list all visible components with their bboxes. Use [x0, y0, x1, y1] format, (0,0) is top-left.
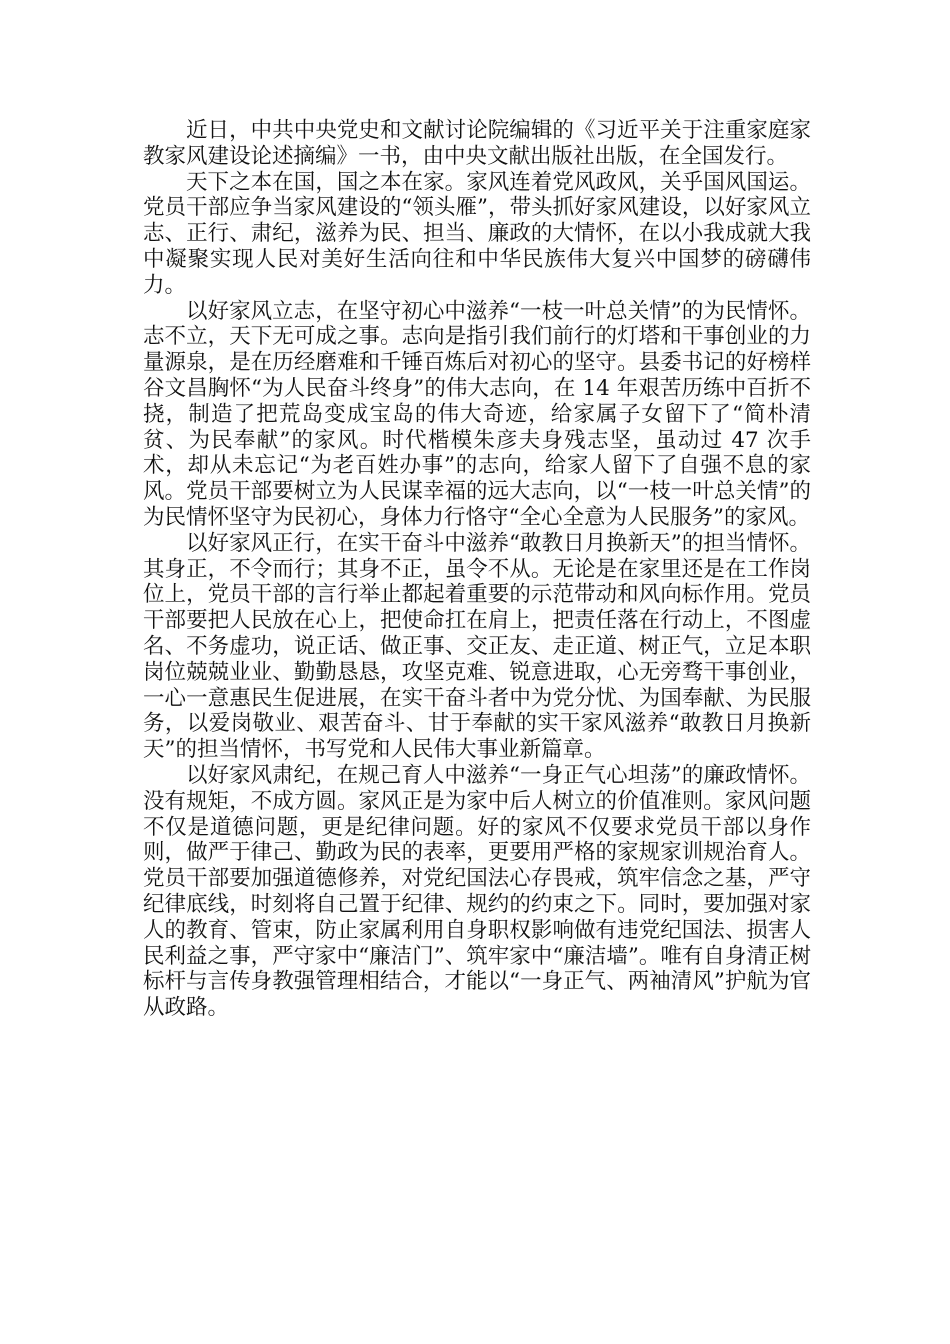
paragraph-ambition: 以好家风立志，在坚守初心中滋养“一枝一叶总关情”的为民情怀。志不立，天下无可成之事。志向是指引我们前行的灯塔和干事创业的力量源泉，是在历经磨难和千锤百炼后对初心的坚守。县委书记的好榜样谷文昌胸怀“为人民奋斗终身”的伟大志向，在 14 年艰苦历练中百折不挠，制造了把荒岛变成宝岛的伟大奇迹，给家属子女留下了“简朴清贫、为民奉献”的家风。时代楷模朱彦夫身残志坚，虽动过 47 次手术，却从未忘记“为老百姓办事”的志向，给家人留下了自强不息的家风。党员干部要树立为人民谋幸福的远大志向，以“一枝一叶总关情”的为民情怀坚守为民初心，身体力行恪守“全心全意为人民服务”的家风。 [143, 298, 811, 530]
paragraph-conduct: 以好家风正行，在实干奋斗中滋养“敢教日月换新天”的担当情怀。其身正，不令而行；其身不正，虽令不从。无论是在家里还是在工作岗位上，党员干部的言行举止都起着重要的示范带动和风向标作用。党员干部要把人民放在心上，把使命扛在肩上，把责任落在行动上，不图虚名、不务虚功，说正话、做正事、交正友、走正道、树正气，立足本职岗位兢兢业业、勤勤恳恳，攻坚克难、锐意进取，心无旁骛干事创业，一心一意惠民生促进展，在实干奋斗者中为党分忧、为国奉献、为民服务，以爱岗敬业、艰苦奋斗、甘于奉献的实干家风滋养“敢教日月换新天”的担当情怀，书写党和人民伟大事业新篇章。 [143, 530, 811, 763]
paragraph-discipline: 以好家风肃纪，在规己育人中滋养“一身正气心坦荡”的廉政情怀。没有规矩，不成方圆。家风正是为家中后人树立的价值准则。家风问题不仅是道德问题，更是纪律问题。好的家风不仅要求党员干部以身作则，做严于律己、勤政为民的表率，更要用严格的家规家训规治育人。党员干部要加强道德修养，对党纪国法心存畏戒，筑牢信念之基，严守纪律底线，时刻将自己置于纪律、规约的约束之下。同时，要加强对家人的教育、管束，防止家属利用自身职权影响做有违党纪国法、损害人民利益之事，严守家中“廉洁门”、筑牢家中“廉洁墙”。唯有自身清正树标杆与言传身教强管理相结合，才能以“一身正气、两袖清风”护航为官从政路。 [143, 762, 811, 1021]
paragraph-family-foundation: 天下之本在国，国之本在家。家风连着党风政风，关乎国风国运。党员干部应争当家风建设的“领头雁”，带头抓好家风建设，以好家风立志、正行、肃纪，滋养为民、担当、廉政的大情怀，在以小我成就大我中凝聚实现人民对美好生活向往和中华民族伟大复兴中国梦的磅礴伟力。 [143, 169, 811, 298]
document-body [143, 118, 811, 1021]
paragraph-intro: 近日，中共中央党史和文献讨论院编辑的《习近平关于注重家庭家教家风建设论述摘编》一书，由中央文献出版社出版，在全国发行。 [143, 118, 811, 169]
